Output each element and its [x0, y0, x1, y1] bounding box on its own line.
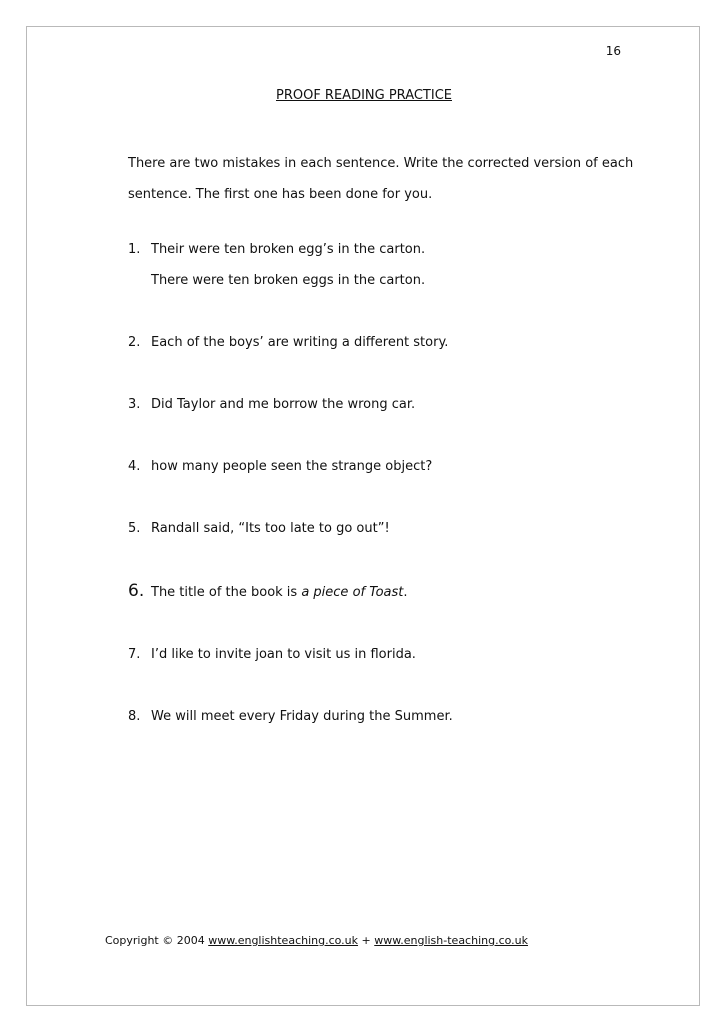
- page-number: 16: [605, 44, 621, 58]
- question-1-answer: There were ten broken eggs in the carton.: [151, 273, 426, 288]
- page-title: PROOF READING PRACTICE: [275, 88, 452, 103]
- question-text: Did Taylor and me borrow the wrong car.: [151, 397, 416, 412]
- question-number: 4.: [128, 459, 141, 474]
- question-number: 7.: [128, 647, 141, 662]
- footer: [105, 934, 528, 947]
- question-number: 2.: [128, 335, 141, 350]
- question-number: 5.: [128, 521, 141, 536]
- question-text: how many people seen the strange object?: [151, 459, 433, 474]
- question-4: [128, 459, 432, 474]
- question-5: [128, 521, 390, 536]
- question-text: Their were ten broken egg’s in the carton.: [151, 242, 426, 257]
- question-number: 3.: [128, 397, 141, 412]
- question-text: The title of the book is: [151, 585, 302, 600]
- question-1: [128, 242, 425, 257]
- question-number: 1.: [128, 242, 141, 257]
- book-title-text: a piece of Toast: [301, 585, 404, 600]
- question-text: Each of the boys’ are writing a different story.: [151, 335, 449, 350]
- question-2: [128, 335, 448, 350]
- instructions-text: There are two mistakes in each sentence. Write the corrected version of each sentence. The first one has been done for you.: [128, 156, 634, 202]
- question-number: 8.: [128, 709, 141, 724]
- question-3: [128, 397, 415, 412]
- question-text: We will meet every Friday during the Summer.: [151, 709, 453, 724]
- question-number: 6.: [128, 581, 145, 601]
- question-text-end: .: [403, 585, 408, 600]
- question-text: Randall said, “Its too late to go out”!: [151, 521, 390, 536]
- footer-link-english-teaching[interactable]: www.english-teaching.co.uk: [374, 934, 529, 947]
- question-7: [128, 647, 416, 662]
- footer-link-englishteaching[interactable]: www.englishteaching.co.uk: [208, 934, 359, 947]
- question-text: I’d like to invite joan to visit us in florida.: [151, 647, 416, 662]
- question-6: [128, 581, 408, 601]
- copyright-text: Copyright © 2004: [105, 934, 209, 947]
- question-8: [128, 709, 453, 724]
- footer-separator: +: [358, 934, 375, 947]
